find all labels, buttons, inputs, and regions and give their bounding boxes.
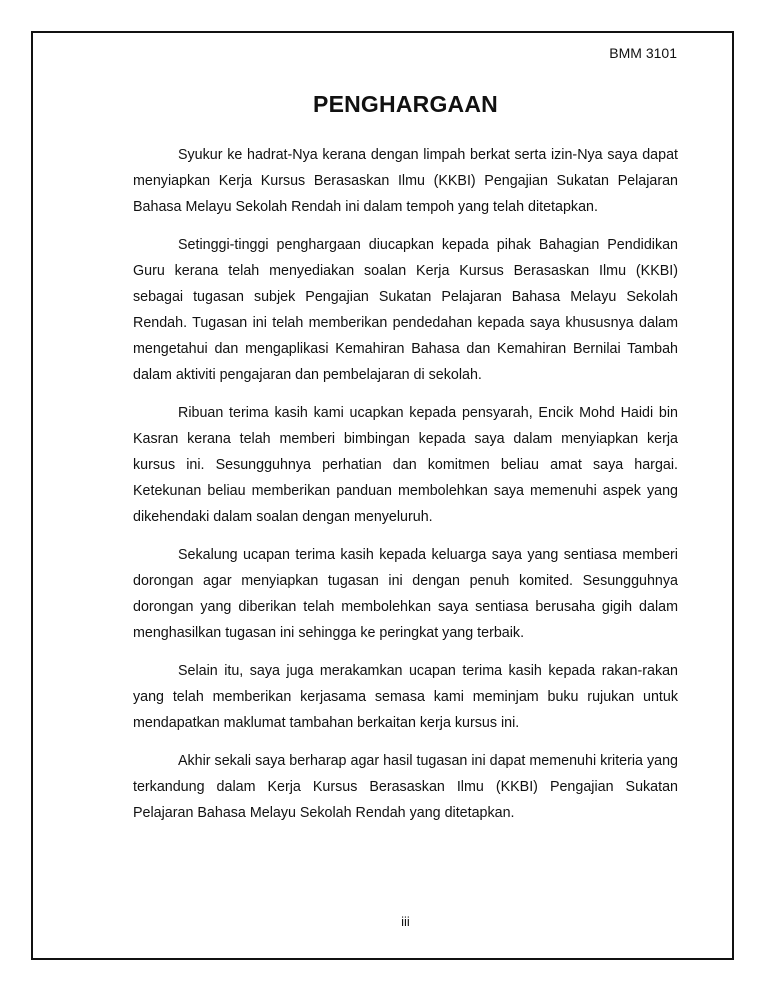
paragraph-2: Setinggi-tinggi penghargaan diucapkan kepada pihak Bahagian Pendidikan Guru kerana telah menyediakan soalan Kerja Kursus Berasaskan Ilmu (KKBI) sebagai tugasan subjek Pengajian Sukatan Pelajaran Bahasa Melayu Sekolah Rendah. Tugasan ini telah memberikan pendedahan kepada saya khususnya dalam mengetahui dan mengaplikasi Kemahiran Bahasa dan Kemahiran Bernilai Tambah dalam aktiviti pengajaran dan pembelajaran di sekolah.	[133, 237, 678, 383]
paragraph-1: Syukur ke hadrat-Nya kerana dengan limpah berkat serta izin-Nya saya dapat menyiapkan Kerja Kursus Berasaskan Ilmu (KKBI) Pengajian Sukatan Pelajaran Bahasa Melayu Sekolah Rendah ini dalam tempoh yang telah ditetapkan.	[133, 147, 678, 215]
paragraph-5: Selain itu, saya juga merakamkan ucapan terima kasih kepada rakan-rakan yang telah memberikan kerjasama semasa kami meminjam buku rujukan untuk mendapatkan maklumat tambahan berkaitan kerja kursus ini.	[133, 663, 678, 731]
page-title: PENGHARGAAN	[313, 91, 498, 117]
paragraph-3: Ribuan terima kasih kami ucapkan kepada pensyarah, Encik Mohd Haidi bin Kasran kerana telah memberi bimbingan kepada saya dalam menyiapkan kerja kursus ini. Sesungguhnya perhatian dan komitmen beliau amat saya hargai. Ketekunan beliau memberikan panduan membolehkan saya memenuhi aspek yang dikehendaki dalam soalan dengan menyeluruh.	[133, 405, 678, 525]
acknowledgement-body	[133, 142, 678, 838]
page-number: iii	[401, 914, 410, 929]
course-code: BMM 3101	[609, 45, 677, 61]
paragraph-4: Sekalung ucapan terima kasih kepada keluarga saya yang sentiasa memberi dorongan agar menyiapkan tugasan ini dengan penuh komited. Sesungguhnya dorongan yang diberikan telah membolehkan saya sentiasa berusaha gigih dalam menghasilkan tugasan ini sehingga ke peringkat yang terbaik.	[133, 547, 678, 641]
paragraph-6: Akhir sekali saya berharap agar hasil tugasan ini dapat memenuhi kriteria yang terkandung dalam Kerja Kursus Berasaskan Ilmu (KKBI) Pengajian Sukatan Pelajaran Bahasa Melayu Sekolah Rendah yang ditetapkan.	[133, 753, 678, 821]
